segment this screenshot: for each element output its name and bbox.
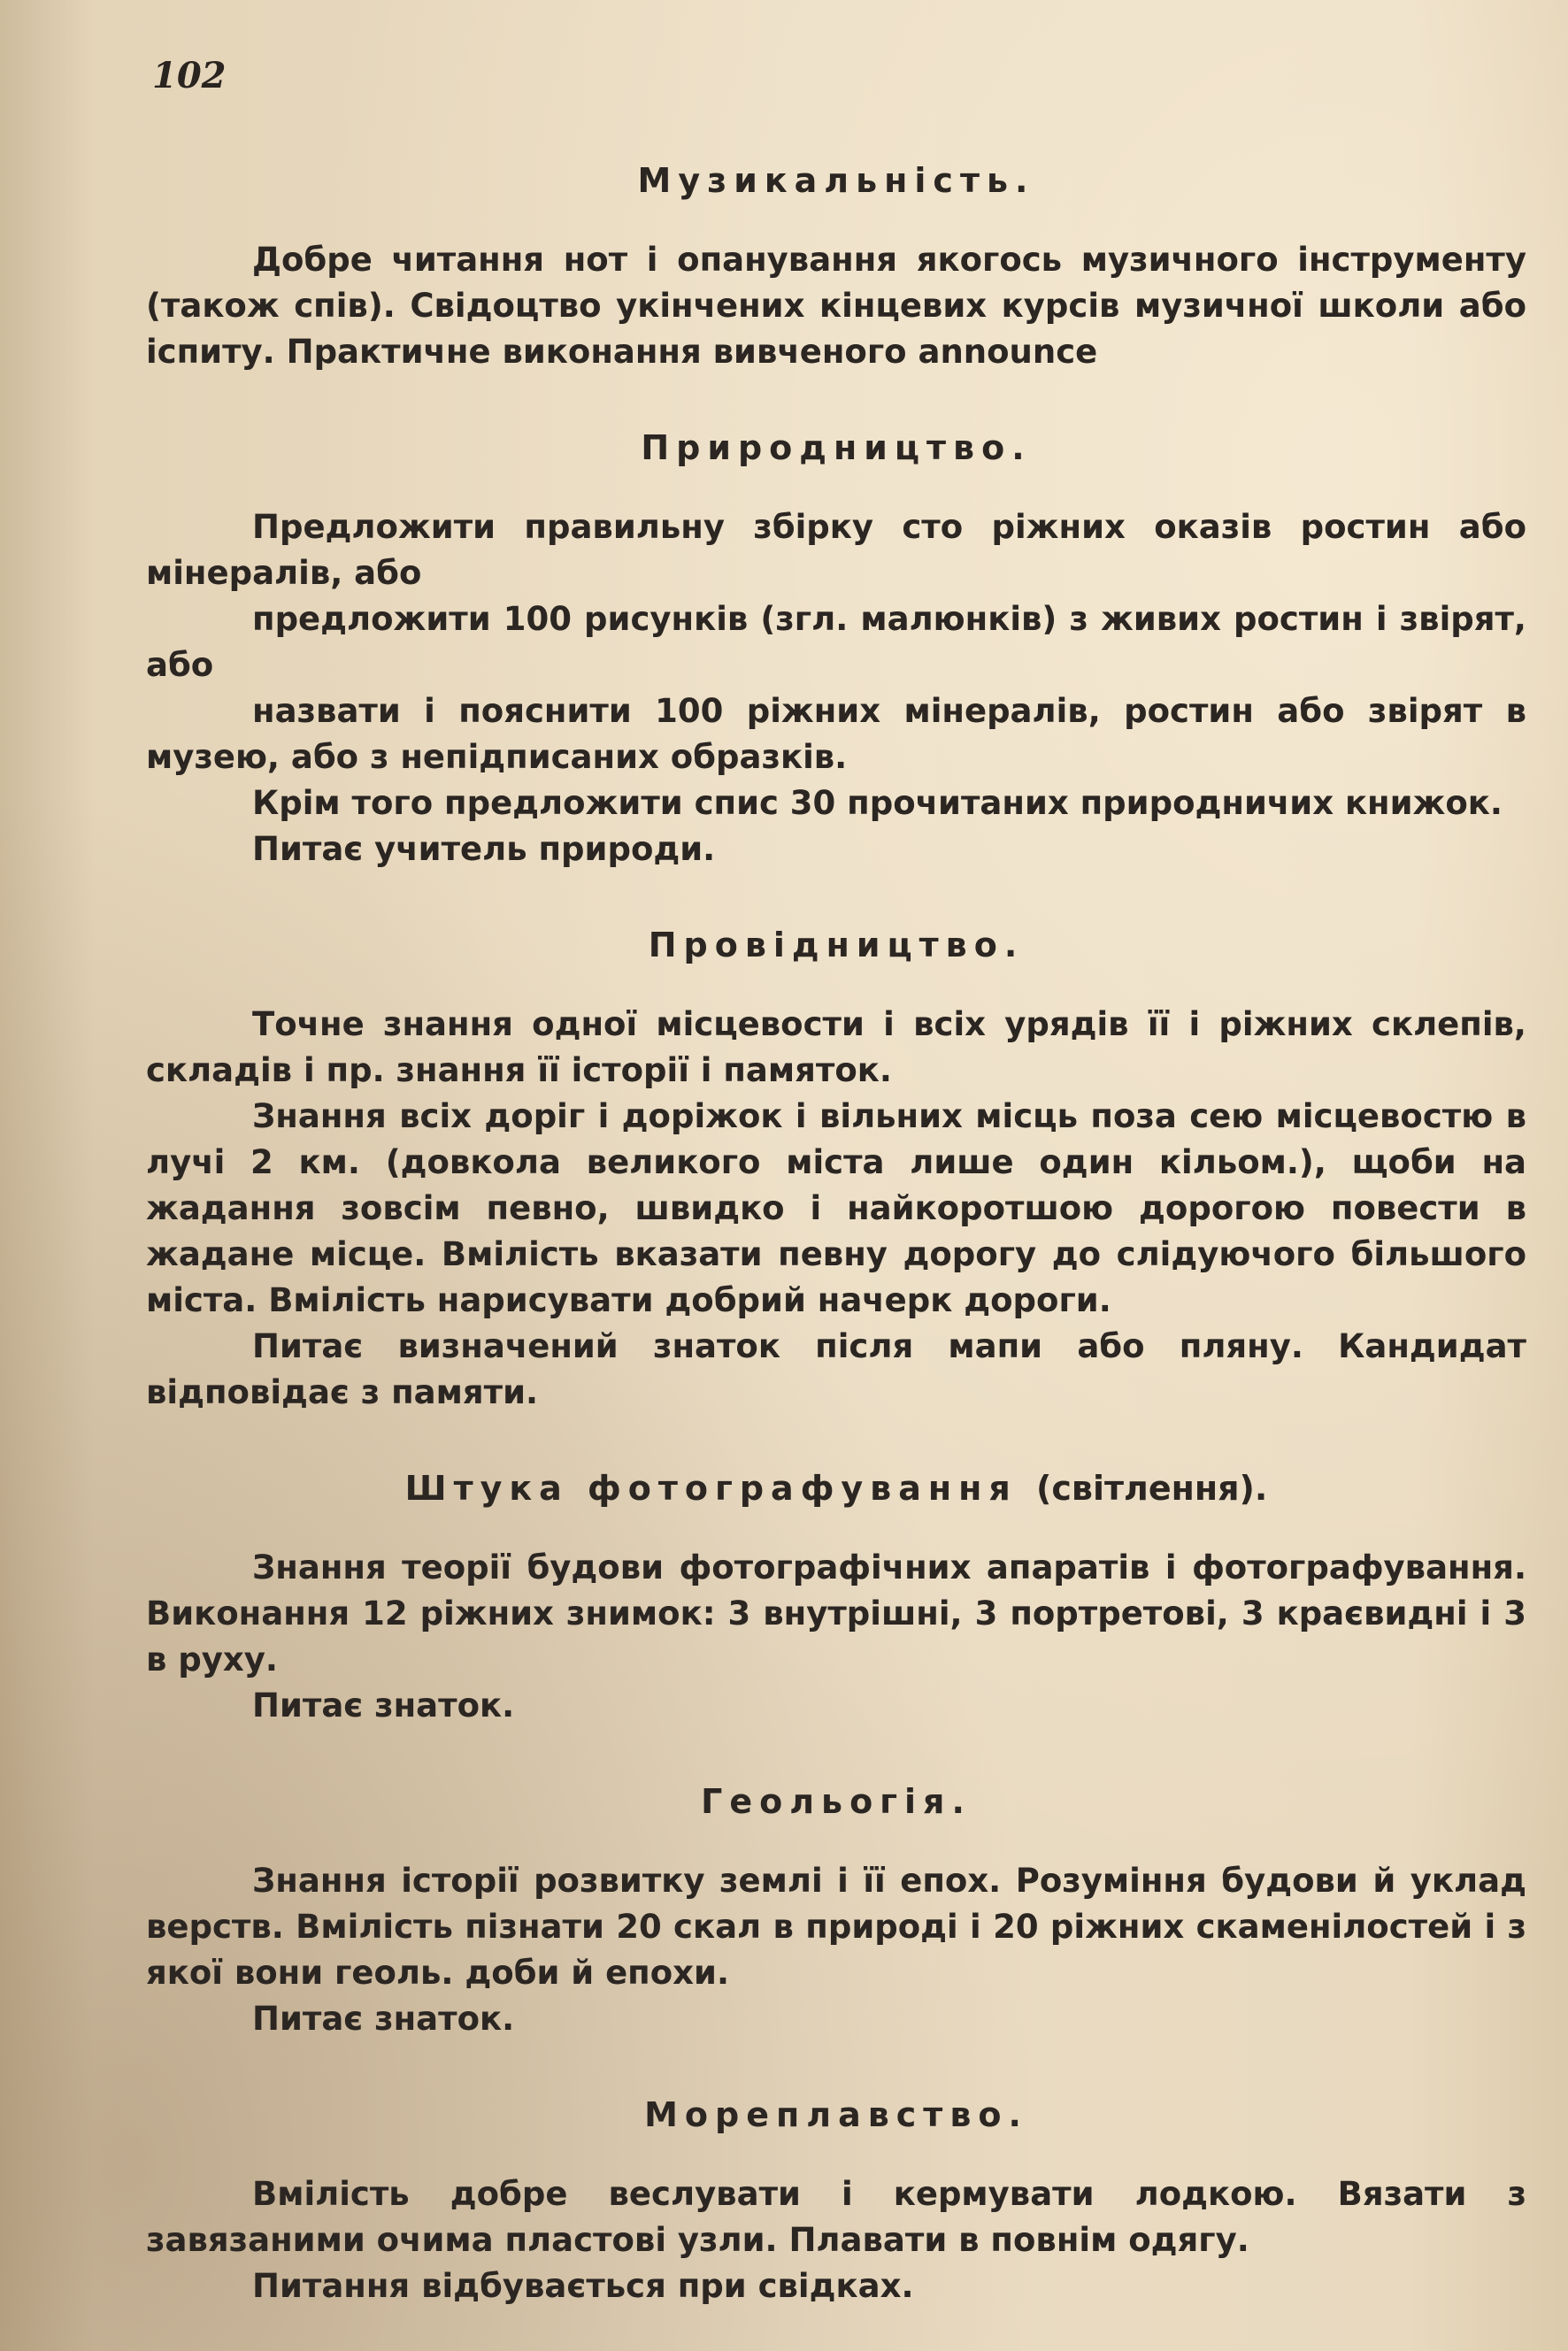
section-heading: Природництво.: [641, 428, 1032, 467]
paragraph: Питає знаток.: [252, 2000, 515, 2038]
paragraph: Знання всіх доріг і доріжок і вільних місць поза сею місцевостю в лучі 2 км. (довкола великого міста лише один кільом.), щоби на жадання зовсім певно, швидко і найкоротшою дорогою повести в жадане місце. Вміліcть вказати певну дорогу до слідуючого більшого міста. Вміліcть нарисувати добрий начерк дороги.: [146, 1097, 1526, 1319]
paragraph: Знання теорії будови фотографічних апаратів і фотографування. Виконання 12 ріжних знимок: 3 внутрішні, 3 портретові, 3 краєвидні і 3 в руху.: [146, 1548, 1526, 1679]
heading-extra: (світлення).: [1036, 1469, 1268, 1508]
paragraph: Питання відбувається при свідках.: [252, 2267, 914, 2305]
paragraph: Питає знаток.: [252, 1686, 515, 1725]
paragraph: Вміліcть добре веслувати і кермувати лодкою. Вязати з завязаними очима пластові узли. Плавати в повнім одягу.: [146, 2175, 1526, 2259]
section-heading: Музикальність.: [637, 161, 1035, 200]
section-photography: [146, 1465, 1526, 1729]
page-number: 102: [152, 55, 227, 96]
section-music: [146, 158, 1526, 375]
section-heading: [146, 1465, 1526, 1511]
paragraph: предложити 100 рисунків (згл. малюнків) з живих ростин і звірят, або: [146, 600, 1526, 684]
paragraph: Знання історії розвитку землі і її епох. Розуміння будови й уклад верств. Вміліcть пізнати 20 скал в природі і 20 ріжних скам​енілостей і з якої вони геоль. доби й епохи.: [146, 1862, 1526, 1992]
section-guiding: [146, 922, 1526, 1416]
paragraph: Крім того предложити спис 30 прочитаних природничих книжок.: [252, 784, 1503, 822]
paragraph: Добре читання нот і опанування якогось музичного інструменту (також спів). Свідоцтво укінчених кінцевих курсів музичної школи або іспиту. Практичне виконання вивченого announce: [146, 241, 1526, 371]
section-heading: Мореплавство.: [644, 2095, 1028, 2134]
paragraph: назвати і пояснити 100 ріжних мінералів, ростин або звірят в музею, або з непідписаних образків.: [146, 692, 1526, 776]
page-content: [146, 158, 1526, 2351]
paragraph: Питає визначений знаток після мапи або пляну. Кандидат відповідає з памяти.: [146, 1327, 1526, 1411]
section-heading: Геольогія.: [701, 1782, 972, 1821]
paragraph: Питає учитель природи.: [252, 830, 716, 868]
section-seafaring: [146, 2092, 1526, 2309]
paragraph: Точне знання одної місцевости і всіх урядів її і ріжних склепів, складів і пр. знання її історії і памяток.: [146, 1005, 1526, 1089]
section-geology: [146, 1779, 1526, 2042]
section-nature: [146, 425, 1526, 872]
heading-main: Штука фотографування: [404, 1469, 1018, 1508]
section-heading: Провідництво.: [648, 926, 1025, 964]
paragraph: Предложити правильну збірку сто ріжних оказів ростин або мінералів, або: [146, 508, 1526, 592]
